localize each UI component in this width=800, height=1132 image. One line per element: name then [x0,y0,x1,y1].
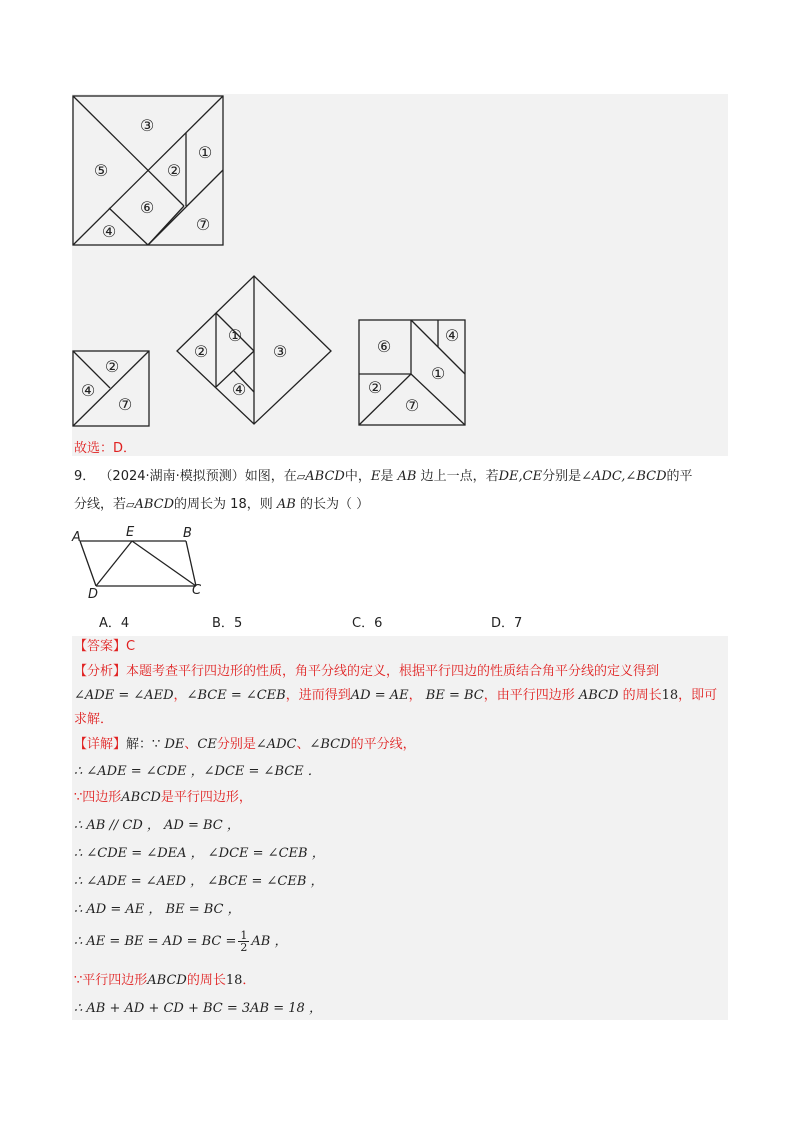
step-math: ABCD [147,973,187,988]
analysis-line-1 [74,663,659,681]
step-5: ∴ ∠ADE = ∠AED ， ∠BCE = ∠CEB ， [74,874,324,889]
q-text: 的长为（ ） [299,497,370,512]
detail-text: 、 [184,737,198,752]
option-sep: ． [501,616,515,631]
step-6: ∴ AD = AE ， BE = BC ， [74,902,241,917]
small-label-4: ④ [80,381,96,400]
question-line-2 [74,496,369,514]
step-4: ∴ ∠CDE = ∠DEA ， ∠DCE = ∠CEB ， [74,846,325,861]
right-label-1: ① [430,364,446,383]
option-sep: ． [220,616,234,631]
conclusion-text: 故选：D． [74,441,137,456]
step-text: ∵平行四边形 [74,973,148,988]
q-math: E [370,469,381,484]
piece-label-1: ① [197,143,213,162]
analysis-text: 本题考查平行四边形的性质，角平分线的定义，根据平行四边的性质结合角平分线的定义得到 [126,664,660,679]
step-text: ． [242,973,256,988]
vertex-label-d: D [88,587,99,600]
analysis-text: ，即可 [678,688,718,703]
option-value: 7 [514,616,523,631]
parallelogram-symbol: ▱ [126,498,135,511]
option-sep: ． [361,616,375,631]
step-1: ∴ ∠ADE = ∠CDE ，∠DCE = ∠BCE ． [74,764,321,779]
answer-value: C [126,639,136,654]
step-8 [74,972,255,990]
vertex-label-b: B [183,526,192,541]
analysis-line-3 [74,711,113,729]
step-3: ∴ AB // CD ， AD = BC ， [74,818,240,833]
analysis-math: BE = BC [425,688,484,703]
option-value: 6 [374,616,383,631]
q-text: 的周长为 18，则 [174,497,273,512]
answer-tag: 【答案】 [74,639,127,654]
q-math: AB [397,469,417,484]
right-label-7: ⑦ [404,396,420,415]
question-number: 9． [74,469,96,484]
q-text: 中， [344,469,371,484]
piece-label-2: ② [166,161,182,180]
analysis-math: 18 [661,688,679,703]
analysis-math: ∠BCE = ∠CEB [186,688,286,703]
detail-tag: 【详解】 [74,737,127,752]
option-sep: ． [107,616,121,631]
question-line-1 [74,468,693,486]
detail-text: 分别是 [216,737,256,752]
vertex-label-c: C [192,583,202,598]
option-value: 5 [233,616,243,631]
q-text: 如图，在 [244,469,297,484]
parallelogram-symbol: ▱ [296,470,306,483]
detail-math: ∠ADC [255,737,297,752]
q-text: 的平 [666,469,693,484]
analysis-math: ABCD [578,688,619,703]
option-c[interactable] [352,612,382,631]
half-fraction [238,930,249,953]
analysis-text: 的周长 [622,688,662,703]
detail-math: DE [164,737,185,752]
detail-line-1 [74,736,416,754]
step-math: 18 [225,973,243,988]
detail-math: CE [197,737,217,752]
q-math: DE,CE [498,469,543,484]
analysis-tag: 【分析】 [74,664,127,679]
piece-label-5: ⑤ [93,161,109,180]
diamond-label-3: ③ [272,342,288,361]
small-square-figure [72,350,152,428]
analysis-math: ∠ADE = ∠AED [74,688,174,703]
detail-text: 的平分线， [350,737,416,752]
option-letter: D [491,616,502,631]
q-text: 分线，若 [74,497,127,512]
q-text: 分别是 [542,469,582,484]
tangram-square-figure [72,95,225,247]
option-letter: C [352,616,362,631]
right-square-figure [358,319,468,427]
analysis-math: AD = AE [350,688,409,703]
piece-label-3: ③ [139,116,155,135]
step-text: 的周长 [186,973,226,988]
option-value: 4 [120,616,130,631]
option-a[interactable] [99,612,129,631]
q-math: ∠ADC,∠BCD [581,469,667,484]
q-math: AB [276,497,296,512]
option-d[interactable] [491,612,522,631]
question-source: （2024·湖南·模拟预测） [99,469,245,484]
piece-label-7: ⑦ [195,215,211,234]
option-letter: A [99,616,108,631]
q-math: ABCD [305,469,345,484]
step-math: AB ， [251,934,288,949]
step-7 [74,930,287,953]
piece-label-4: ④ [101,222,117,241]
small-label-7: ⑦ [117,395,133,414]
vertex-label-a: A [72,530,81,545]
option-letter: B [212,616,221,631]
step-text: 是平行四边形， [160,790,252,805]
step-9: ∴ AB + AD + CD + BC = 3AB = 18 ， [74,1001,322,1016]
q-math: ABCD [134,497,175,512]
analysis-text: 求解． [74,712,114,727]
right-label-4: ④ [444,326,460,345]
diamond-label-4: ④ [231,380,247,399]
vertex-label-e: E [126,525,135,540]
detail-math: ∠BCD [309,737,351,752]
q-text: 是 [380,469,394,484]
analysis-line-2 [74,687,717,705]
right-label-6: ⑥ [376,337,392,356]
diamond-label-2: ② [193,342,209,361]
parallelogram-figure [70,524,210,600]
diamond-figure [176,275,332,425]
step-math: ABCD [121,790,161,805]
diamond-label-1: ① [227,326,243,345]
fraction-numerator: 1 [240,929,248,942]
analysis-text: ，进而得到 [285,688,351,703]
detail-text: 、 [296,737,310,752]
analysis-text: ， [173,688,187,703]
q-text: 边上一点，若 [420,469,499,484]
step-text: ∵四边形 [74,790,122,805]
analysis-text: ， [408,688,422,703]
piece-label-6: ⑥ [139,198,155,217]
analysis-text: ，由平行四边形 [483,688,575,703]
detail-text: 解：∵ [126,737,161,752]
fraction-denominator: 2 [240,941,248,954]
step-2 [74,789,252,807]
answer-line [74,638,135,656]
step-math: ∴ AE = BE = AD = BC = [74,934,237,949]
option-b[interactable] [212,612,242,631]
right-label-2: ② [367,378,383,397]
small-label-2: ② [104,357,120,376]
